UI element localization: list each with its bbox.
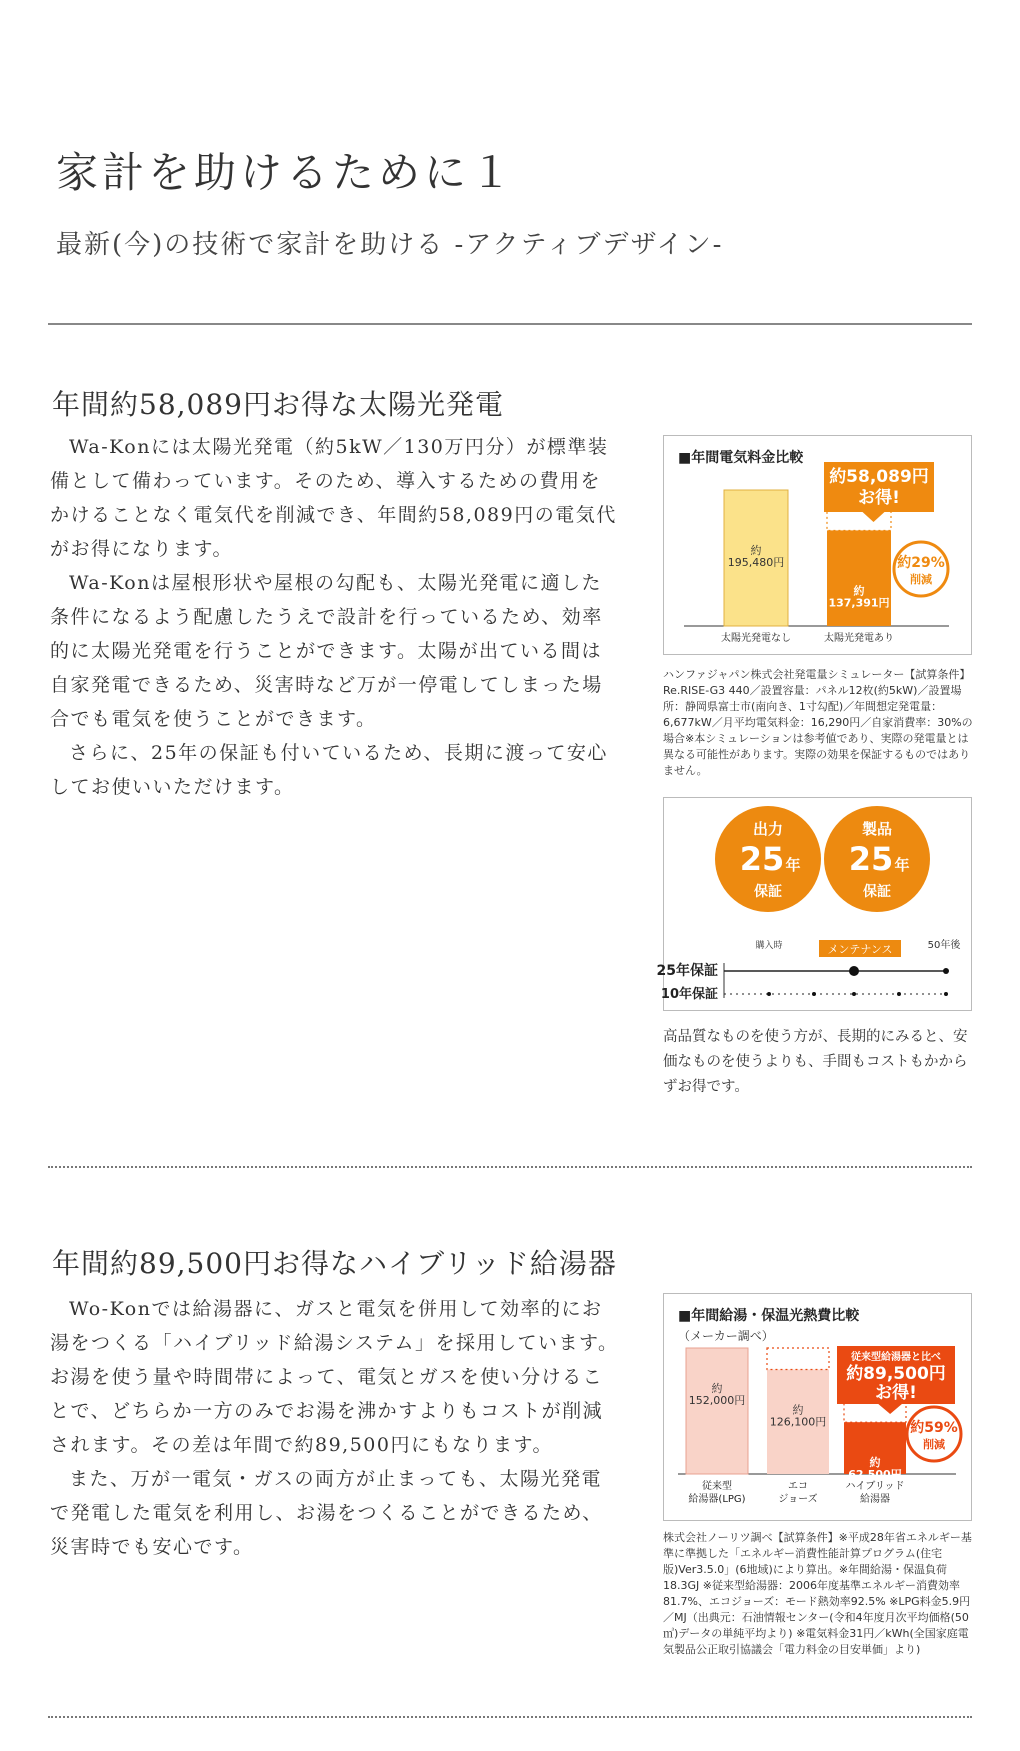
savings-label: お得! [858,488,900,508]
page-subtitle: 最新(今)の技術で家計を助ける -アクティブデザイン- [56,230,724,260]
category-label: ハイブリッド [845,1481,905,1492]
badge2-unit: 年 [894,856,910,874]
row-10-label: 10年保証 [660,987,718,1002]
maintenance-label: メンテナンス [827,943,893,956]
bar-value-label: 約 [711,1382,723,1395]
row-25-label: 25年保証 [656,963,718,979]
savings-label: 従来型給湯器と比べ [851,1352,941,1363]
badge2-bottom: 保証 [863,884,891,900]
bar-value-label: 約 [750,544,762,557]
bar-value-label: 152,000円 [688,1394,746,1407]
percent-caption: 削減 [910,573,932,586]
chart-title: ■年間電気料金比較 [678,450,804,466]
savings-label: 約58,089円 [829,467,929,487]
bar-value-label: 約 [792,1403,804,1417]
warranty-card [656,797,972,1011]
water-heading: 年間約89,500円お得なハイブリッド給湯器 [52,1247,617,1280]
timeline-end-label: 50年後 [927,940,961,951]
output-warranty-badge [715,806,821,912]
category-label: エコ [788,1481,808,1492]
category-label: 給湯器(LPG) [688,1494,746,1505]
hot-water-chart-svg [664,1294,971,1520]
category-label: 太陽光発電なし [721,633,791,644]
category-label: ジョーズ [778,1494,818,1505]
badge2-top: 製品 [861,820,893,838]
bar-value-label: 約 [853,584,865,598]
solar-note: ハンファジャパン株式会社発電量シミュレーター【試算条件】Re.RISE-G3 440／設置容量：パネル12枚(約5kW)／設置場所：静岡県富士市(南向き、1寸勾配)／年間想定発電量：6,677kW／月平均電気料金：16,290円／自家消費率：30%の場合※本シミュレーションは参考値であり、実際の発電量とは異なる可能性があります。実際の効果を保証するものではありません。 [663,668,973,777]
water-paragraph: Wo-Konでは給湯器に、ガスと電気を併用して効率的にお湯をつくる「ハイブリッド給湯システム」を採用しています。お湯を使う量や時間帯によって、電気とガスを使い分けることで、どちらか一方のみでお湯を沸かすよりもコストが削減されます。その差は年間で約89,500円にもなります。 [50,1298,619,1456]
savings-gap-outline [767,1348,829,1369]
page-title: 家計を助けるために１ [56,148,517,197]
category-label: 太陽光発電あり [824,633,894,644]
chart-subtitle: （メーカー調べ） [678,1329,774,1343]
section-divider [48,1166,972,1168]
bottom-divider [48,1716,972,1718]
bar-value-label: 137,391円 [828,596,890,610]
warranty-caption: 高品質なものを使う方が、長期的にみると、安価なものを使うよりも、手間もコストもかからずお得です。 [663,1029,968,1095]
badge1-unit: 年 [785,856,801,874]
water-note: 株式会社ノーリツ調べ【試算条件】※平成28年省エネルギー基準に準拠した「エネルギー消費性能計算プログラム(住宅版)Ver3.5.0」(6地域)により算出。※年間給湯・保温負荷18.3GJ ※従来型給湯器：2006年度基準エネルギー消費効率81.7%、エコジョーズ：モード熱効率92.5% ※LPG料金5.9円／MJ（出典元：石油情報センター(令和4年度月次平均価格(50㎥)データの単純平均より) ※電気料金31円／kWh(全国家庭電気製品公正取引協議会「電力料金の目安単価」より) [663,1531,972,1656]
bar-value-label: 195,480円 [727,556,785,569]
badge1-num: 25 [739,840,785,878]
electricity-chart-svg [664,436,971,654]
badge1-top: 出力 [752,820,784,838]
warranty-svg [656,798,971,1010]
percent-value: 約59% [910,1420,958,1436]
row-25-maint-dot [849,966,859,976]
percent-value: 約29% [897,555,945,571]
electricity-cost-chart [663,435,972,655]
callout-pointer [863,512,885,522]
callout-pointer [878,1404,902,1414]
solar-paragraph: Wa-Konには太陽光発電（約5kW／130万円分）が標準装備として備わっています。そのため、導入するための費用をかけることなく電気代を削減でき、年間約58,089円の電気代がお得になります。 [50,436,617,560]
chart-title: ■年間給湯・保温光熱費比較 [678,1308,860,1324]
savings-label: 約89,500円 [846,1364,946,1384]
bar [827,530,891,626]
category-label: 給湯器 [860,1494,890,1505]
solar-paragraph: さらに、25年の保証も付いているため、長期に渡って安心してお使いいただけます。 [50,742,608,798]
bar-value-label: 126,100円 [769,1415,827,1429]
percent-caption: 削減 [923,1438,945,1451]
water-body [50,1292,620,1564]
product-warranty-badge [824,806,930,912]
badge1-bottom: 保証 [754,884,782,900]
hot-water-cost-chart [663,1293,972,1521]
bar-value-label: 62,500円 [848,1468,902,1482]
bar [686,1348,748,1474]
badge2-num: 25 [848,840,894,878]
savings-label: お得! [875,1383,917,1403]
solar-heading: 年間約58,089円お得な太陽光発電 [52,388,504,421]
bar-value-label: 約 [869,1456,881,1470]
water-paragraph: また、万が一電気・ガスの両方が止まっても、太陽光発電で発電した電気を利用し、お湯をつくることができるため、災害時でも安心です。 [50,1468,603,1558]
category-label: 従来型 [702,1481,732,1492]
solar-body [50,430,620,804]
timeline-start-label: 購入時 [755,941,783,951]
header-divider [48,323,972,325]
solar-paragraph: Wa-Konは屋根形状や屋根の勾配も、太陽光発電に適した条件になるよう配慮したうえで設計を行っているため、効率的に太陽光発電を行うことができます。太陽が出ている間は自家発電できるため、災害時など万が一停電してしまった場合でも電気を使うことができます。 [50,572,603,730]
